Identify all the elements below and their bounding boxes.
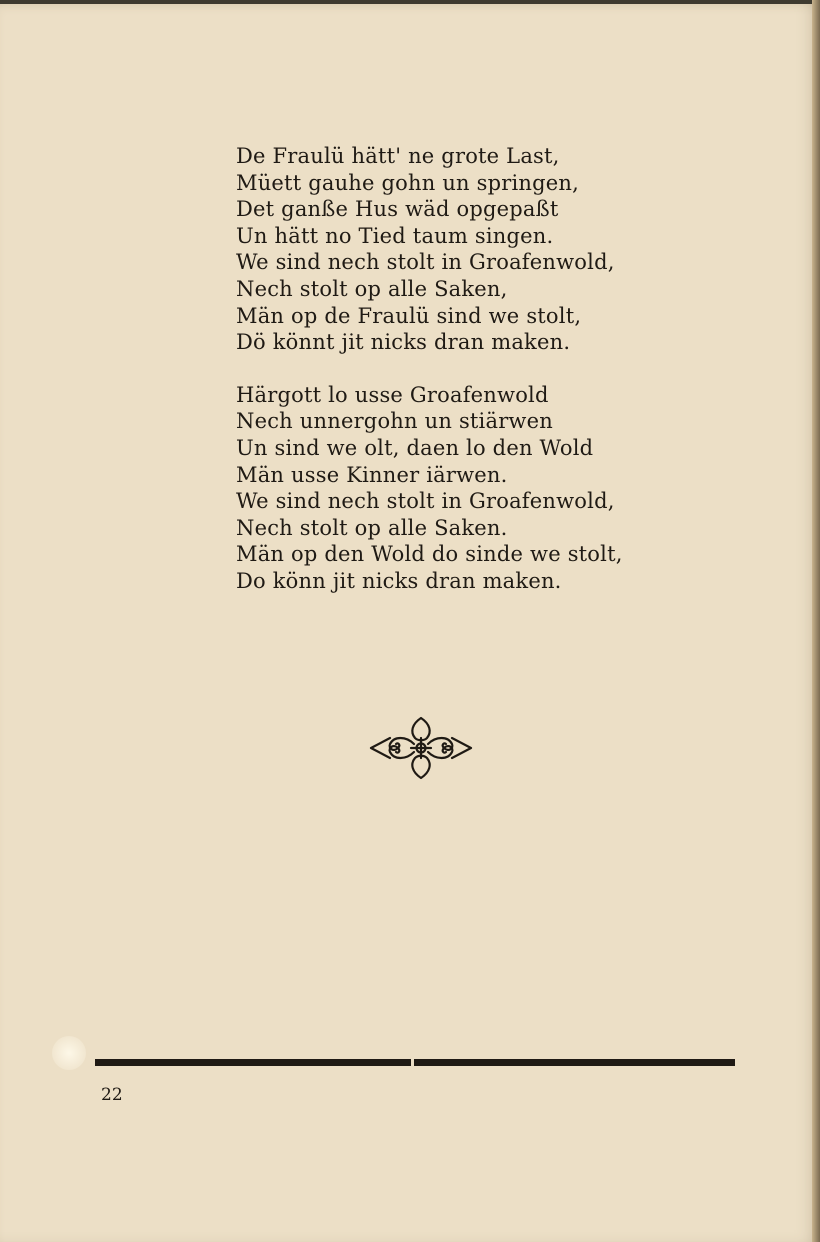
- fleuron-ornament-icon: [368, 714, 474, 782]
- stanza-2: [236, 382, 656, 595]
- poem-line: Un hätt no Tied taum singen.: [236, 223, 554, 248]
- paper-spot: [52, 1036, 86, 1070]
- poem-line: We sind nech stolt in Groafenwold,: [236, 489, 615, 514]
- poem-line: Dö könnt jit nicks dran maken.: [236, 330, 571, 355]
- top-edge: [0, 0, 820, 4]
- poem-line: Män op de Fraulü sind we stolt,: [236, 303, 582, 328]
- poem-line: Nech stolt op alle Saken.: [236, 515, 508, 540]
- poem-line: Un sind we olt, daen lo den Wold: [236, 435, 594, 460]
- page-number: 22: [101, 1085, 123, 1105]
- poem-line: Härgott lo usse Groafenwold: [236, 382, 549, 407]
- poem: [236, 143, 656, 595]
- footer-rule: [95, 1059, 735, 1066]
- stanza-1: [236, 143, 656, 356]
- poem-line: Män op den Wold do sinde we stolt,: [236, 542, 623, 567]
- poem-line: De Fraulü hätt' ne grote Last,: [236, 144, 560, 168]
- poem-line: We sind nech stolt in Groafenwold,: [236, 250, 615, 275]
- poem-line: Det ganße Hus wäd opgepaßt: [236, 197, 559, 222]
- poem-line: Do könn jit nicks dran maken.: [236, 568, 562, 593]
- poem-line: Nech stolt op alle Saken,: [236, 276, 508, 301]
- page-spine-shadow: [812, 0, 820, 1242]
- footer-rule-gap: [411, 1059, 414, 1066]
- poem-line: Müett gauhe gohn un springen,: [236, 170, 580, 195]
- poem-line: Nech unnergohn un stiärwen: [236, 409, 553, 434]
- poem-line: Män usse Kinner iärwen.: [236, 462, 508, 487]
